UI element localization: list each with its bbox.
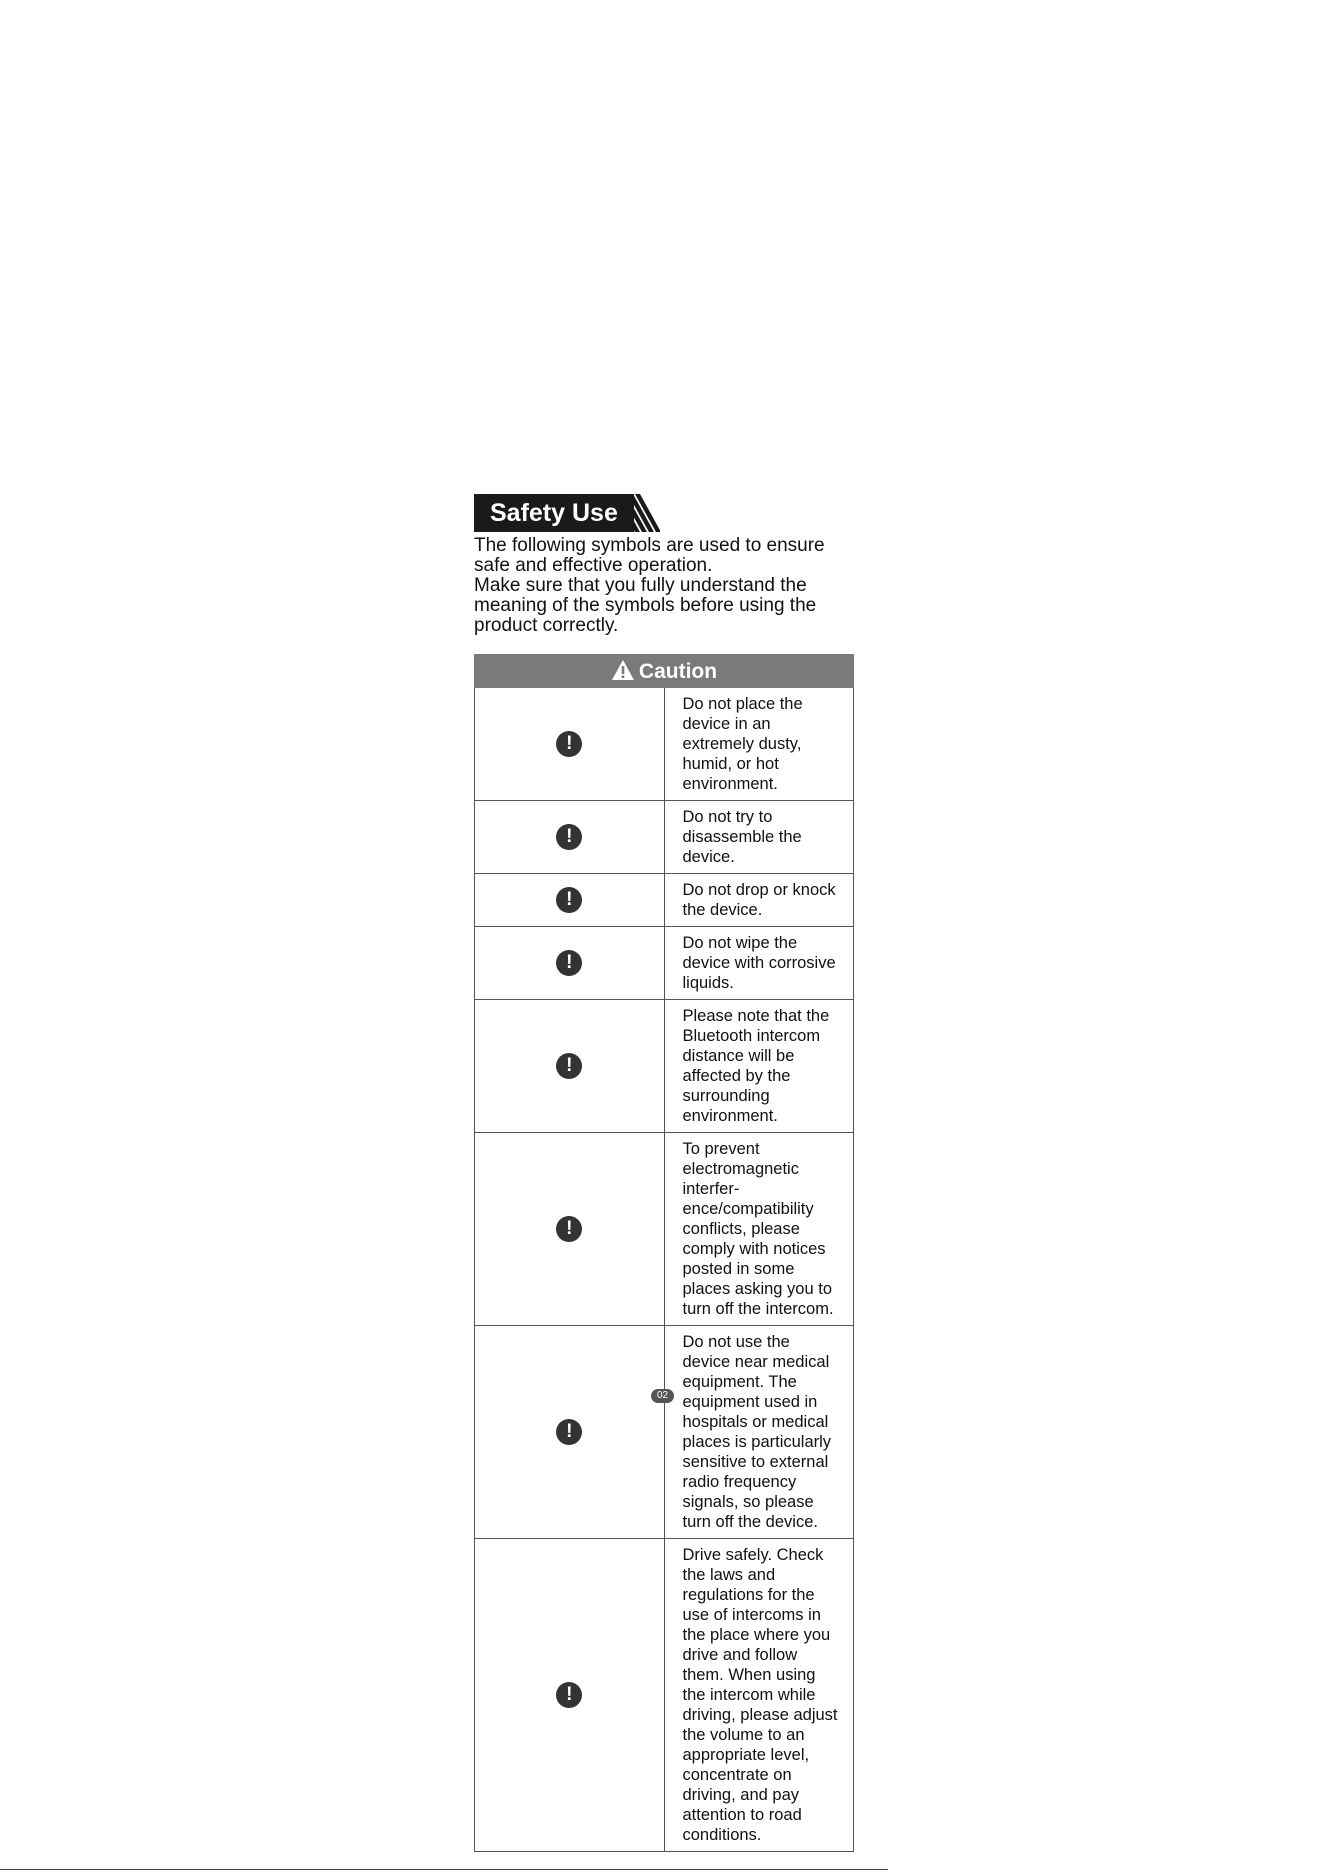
exclamation-circle-icon: ! (556, 1419, 582, 1445)
icon-cell (475, 874, 665, 927)
intro-line: Make sure that you fully understand the (474, 575, 807, 596)
icon-cell (475, 688, 665, 801)
caution-row (475, 1000, 854, 1133)
caution-header (475, 655, 854, 688)
caution-row (475, 1326, 854, 1539)
caution-row (475, 1133, 854, 1326)
caution-row (475, 874, 854, 927)
caution-text: Please note that the Bluetooth intercom distance will be affected by the surrounding environment. (664, 1000, 854, 1133)
warning-triangle-icon (611, 659, 635, 681)
icon-cell (475, 1000, 665, 1133)
caution-label: Caution (638, 659, 718, 683)
caution-row (475, 688, 854, 801)
intro-line: product correctly. (474, 615, 619, 636)
section-title: Safety Use (474, 494, 634, 532)
icon-cell (475, 1539, 665, 1852)
exclamation-circle-icon: ! (556, 950, 582, 976)
caution-table (474, 654, 854, 1852)
exclamation-circle-icon: ! (556, 887, 582, 913)
icon-cell (475, 927, 665, 1000)
caution-row (475, 801, 854, 874)
bottom-rule (0, 1869, 888, 1870)
intro-line: meaning of the symbols before using the (474, 595, 817, 616)
intro-line: The following symbols are used to ensure (474, 535, 825, 556)
exclamation-circle-icon: ! (556, 824, 582, 850)
exclamation-circle-icon: ! (556, 1216, 582, 1242)
icon-cell (475, 1133, 665, 1326)
icon-cell (475, 1326, 665, 1539)
exclamation-circle-icon: ! (556, 731, 582, 757)
caution-text: Do not wipe the device with corrosive liquids. (664, 927, 854, 1000)
intro-paragraph (474, 536, 854, 636)
exclamation-circle-icon: ! (556, 1053, 582, 1079)
caution-text: Drive safely. Check the laws and regulations for the use of intercoms in the place where you drive and follow them. When using the intercom while driving, please adjust the volume to an appropriate level, concentrate on driving, and pay attention to road conditions. (664, 1539, 854, 1852)
intro-line: safe and effective operation. (474, 555, 713, 576)
caution-text: Do not drop or knock the device. (664, 874, 854, 927)
caution-text: Do not use the device near medical equipment. The equipment used in hospitals or medical places is particularly sensitive to external radio frequency signals, so please turn off the device. (664, 1326, 854, 1539)
caution-text: Do not try to disassemble the device. (664, 801, 854, 874)
exclamation-circle-icon: ! (556, 1682, 582, 1708)
title-stripes-decoration (614, 494, 660, 532)
caution-row (475, 927, 854, 1000)
caution-header-row (475, 655, 854, 688)
caution-text: Do not place the device in an extremely dusty, humid, or hot environment. (664, 688, 854, 801)
caution-text: To prevent electromagnetic interfer-ence/compatibility conflicts, please comply with notices posted in some places asking you to turn off the intercom. (664, 1133, 854, 1326)
caution-row (475, 1539, 854, 1852)
icon-cell (475, 801, 665, 874)
page-number: 02 (651, 1389, 674, 1403)
